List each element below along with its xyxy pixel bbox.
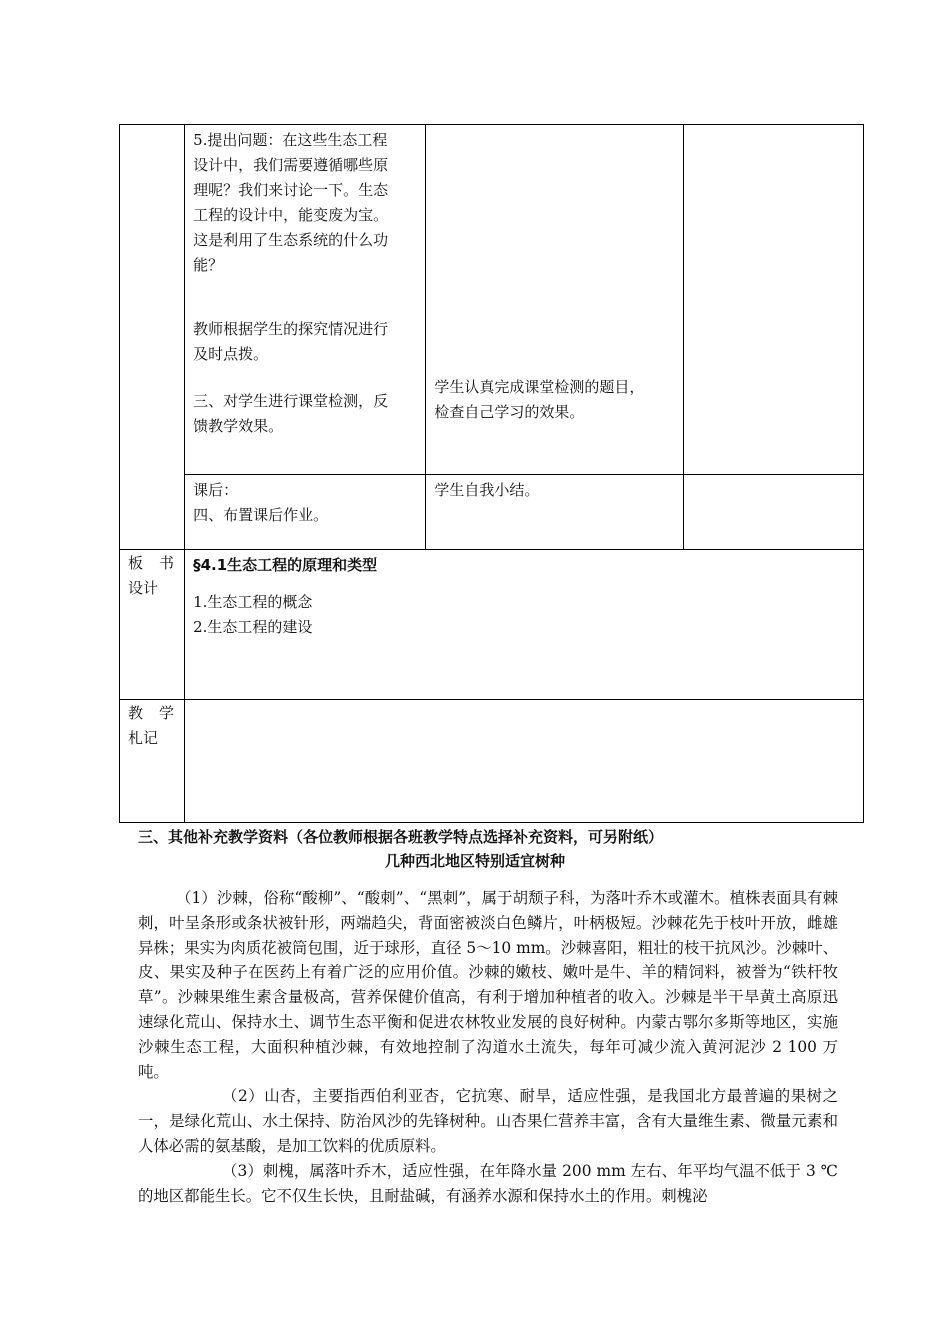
after-class-student-cell xyxy=(426,475,683,550)
supplement-heading: 三、其他补充教学资料（各位教师根据各班教学特点选择补充资料，可另附纸） xyxy=(138,828,664,846)
board-label-char: 书 xyxy=(158,554,174,572)
empty-cell xyxy=(683,475,863,550)
guide-line: 教师根据学生的探究情况进行 xyxy=(193,320,389,338)
notes-label-char: 学 xyxy=(158,704,174,722)
teacher-activity-cell xyxy=(185,125,426,475)
table-row-teaching-notes xyxy=(120,700,864,823)
notes-label-char: 教 xyxy=(128,704,144,722)
self-summary-line: 学生自我小结。 xyxy=(434,481,540,499)
test-line: 三、对学生进行课堂检测，反 xyxy=(193,392,389,410)
student-line: 学生认真完成课堂检测的题目， xyxy=(434,378,645,396)
board-design-content-cell xyxy=(185,550,864,700)
paragraph-wild-apricot: （2）山杏，主要指西伯利亚杏，它抗寒、耐旱，适应性强，是我国北方最普遍的果树之一，是绿化荒山、水土保持、防治风沙的先锋树种。山杏果仁营养丰富，含有大量维生素、微量元素和人体必需的氨基酸，是加工饮料的优质原料。 xyxy=(138,1087,838,1155)
table-row-board-design xyxy=(120,550,864,700)
board-title: §4.1生态工程的原理和类型 xyxy=(193,556,378,574)
paragraph-black-locust: （3）刺槐，属落叶乔木，适应性强，在年降水量 200 mm 左右、年平均气温不低于 3 ℃的地区都能生长。它不仅生长快，且耐盐碱，有涵养水源和保持水土的作用。刺槐泌 xyxy=(138,1161,838,1205)
teaching-notes-content-cell xyxy=(185,700,864,823)
paragraph-sea-buckthorn: （1）沙棘，俗称“酸柳”、“酸刺”、“黑刺”，属于胡颓子科，为落叶乔木或灌木。植株表面具有棘刺，叶呈条形或条状被针形，两端趋尖，背面密被淡白色鳞片，叶柄极短。沙棘花先于枝叶开放，雌雄异株；果实为肉质花被筒包围，近于球形，直径 5～10 mm。沙棘喜阳，粗壮的枝干抗风沙。沙棘叶、皮、果实及种子在医药上有着广泛的应用价值。沙棘的嫩枝、嫩叶是牛、羊的精饲料，被誉为“铁杆牧草”。沙棘果维生素含量极高，营养保健价值高，有利于增加种植者的收入。沙棘是半干旱黄土高原迅速绿化荒山、保持水土、调节生态平衡和促进农林牧业发展的良好树种。内蒙古鄂尔多斯等地区，实施沙棘生态工程，大面积种植沙棘，有效地控制了沟道水土流失，每年可减少流入黄河泥沙 2 100 万吨。 xyxy=(138,889,838,1081)
question-line: 设计中，我们需要遵循哪些原 xyxy=(193,156,389,174)
table-row-after-class xyxy=(120,475,864,550)
teaching-notes-label-cell xyxy=(120,700,185,823)
question-line: 工程的设计中，能变废为宝。 xyxy=(193,206,389,224)
student-line: 检查自己学习的效果。 xyxy=(434,403,585,421)
notes-label-line2: 札记 xyxy=(128,729,159,747)
question-line: 能？ xyxy=(193,256,224,274)
supplement-body xyxy=(138,886,838,1208)
guide-line: 及时点拨。 xyxy=(193,345,269,363)
board-design-label-cell xyxy=(120,550,185,700)
after-class-label: 课后： xyxy=(193,481,239,499)
table-row-process xyxy=(120,125,864,475)
board-item: 2.生态工程的建设 xyxy=(193,618,313,636)
board-label-line2: 设计 xyxy=(128,579,159,597)
lesson-plan-table xyxy=(119,124,864,823)
test-line: 馈教学效果。 xyxy=(193,417,284,435)
question-line: 这是利用了生态系统的什么功 xyxy=(193,231,389,249)
after-class-teacher-cell xyxy=(185,475,426,550)
empty-cell xyxy=(683,125,863,475)
homework-line: 四、布置课后作业。 xyxy=(193,506,329,524)
stage-label-cell xyxy=(120,125,185,550)
board-label-char: 板 xyxy=(128,554,144,572)
question-line: 理呢？我们来讨论一下。生态 xyxy=(193,181,389,199)
question-line: 5.提出问题：在这些生态工程 xyxy=(193,131,388,149)
student-activity-cell xyxy=(426,125,683,475)
supplement-title: 几种西北地区特别适宜树种 xyxy=(384,852,565,870)
board-item: 1.生态工程的概念 xyxy=(193,593,313,611)
